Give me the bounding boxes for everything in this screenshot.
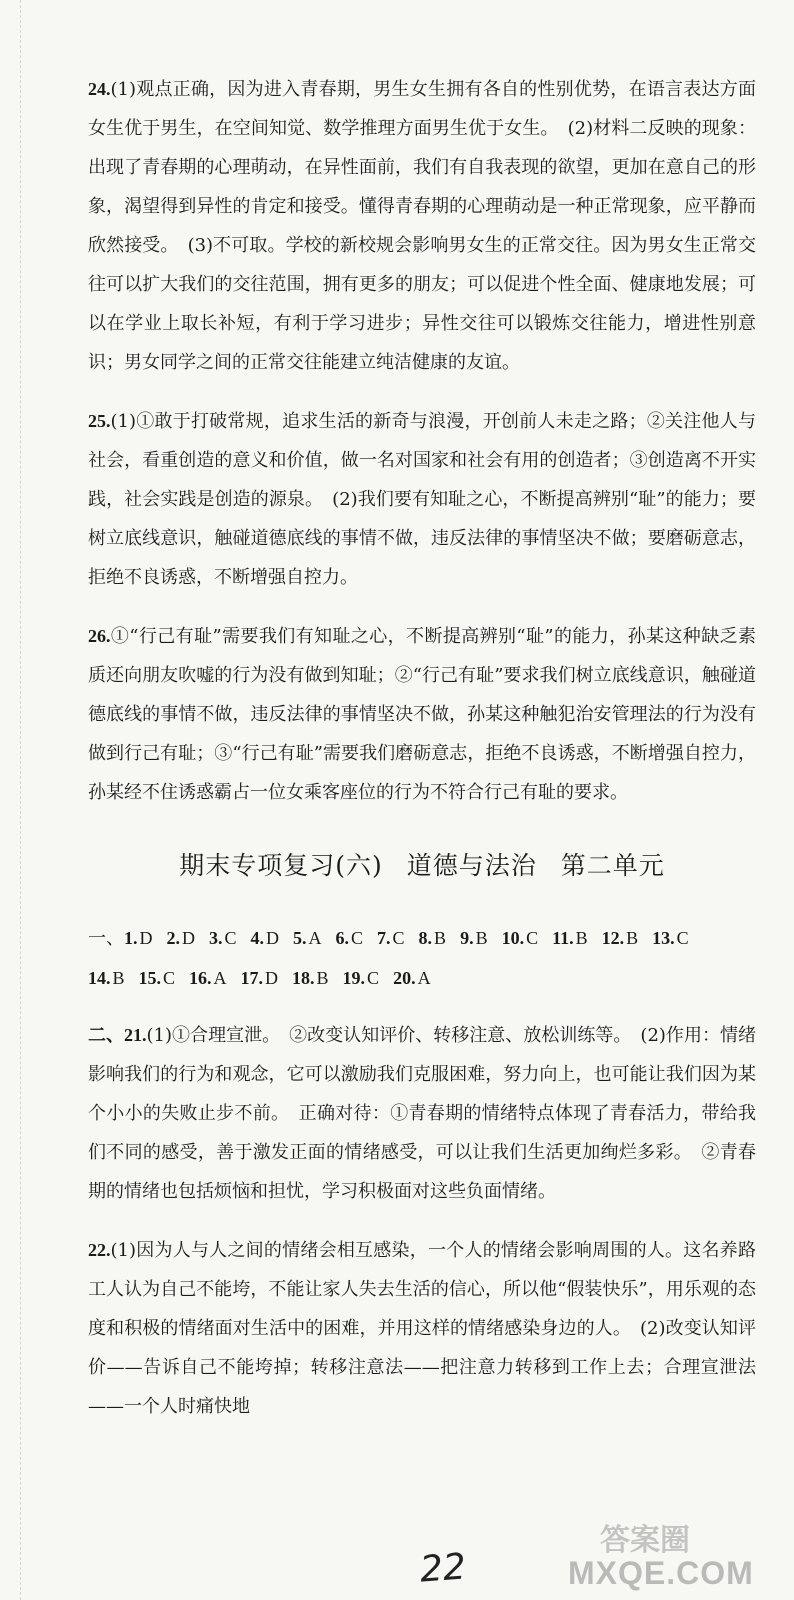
answer-item [241,958,279,998]
answer-item [88,958,125,998]
answer-number: 9. [460,928,474,948]
answers-line-2 [88,958,756,998]
answer-letter: D [182,928,195,948]
answer-letter: C [351,928,364,948]
answer-letter: C [367,968,380,988]
answer-number: 1. [124,928,138,948]
answer-number: 4. [250,928,265,948]
answer-letter: C [224,928,237,948]
answer-item [292,958,329,998]
answer-letter: A [417,968,431,988]
answer-paragraph-22 [88,1231,756,1426]
question-number: 26. [88,626,111,646]
answer-text: (1)①合理宣泄。 ②改变认知评价、转移注意、放松训练等。 (2)作用：情绪影响我们的行为和观念，它可以激励我们克服困难，努力向上，也可能让我们因为某个小小的失败止步不前。 正确对待：①青春期的情绪特点体现了青春活力，带给我们不同的感受，善于激发正面的情绪感受，可以让我们生活更加绚烂多彩。 ②青春期的情绪也包括烦恼和担忧，学习积极面对这些负面情绪。 [88,1025,756,1202]
answer-number: 12. [601,928,625,948]
answer-item [139,958,176,998]
answer-item [602,918,639,958]
answer-item [419,918,447,958]
answer-item [293,918,322,958]
watermark-logo [560,1515,792,1597]
question-number: 25. [88,411,111,431]
answer-letter: D [266,928,280,948]
answer-text: (1)观点正确，因为进入青春期，男生女生拥有各自的性别优势，在语言表达方面女生优于男生，在空间知觉、数学推理方面男生优于女生。 (2)材料二反映的现象：出现了青春期的心理萌动，在异性面前，我们有自我表现的欲望，更加在意自己的形象，渴望得到异性的肯定和接受。懂得青春期的心理萌动是一种正常现象，应平静而欣然接受。 (3)不可取。学校的新校规会影响男女生的正常交往。因为男女生正常交往可以扩大我们的交往范围，拥有更多的朋友；可以促进个性全面、健康地发展；可以在学业上取长补短，有利于学习进步；异性交往可以锻炼交往能力，增进性别意识；男女同学之间的正常交往能建立纯洁健康的友谊。 [88,79,756,373]
answer-letter: B [575,928,588,948]
answer-number: 6. [335,928,350,948]
answer-letter: D [139,928,153,948]
answer-text: ①“行己有耻”需要我们有知耻之心，不断提高辨别“耻”的能力，孙某这种缺乏素质还向朋友吹嘘的行为没有做到知耻；②“行己有耻”要求我们树立底线意识，触碰道德底线的事情不做，违反法律的事情坚决不做，孙某这种触犯治安管理法的行为没有做到行己有耻；③“行己有耻”需要我们磨砺意志，拒绝不良诱惑，不断增强自控力，孙某经不住诱惑霸占一位女乘客座位的行为不符合行己有耻的要求。 [88,626,756,803]
answer-paragraph-25 [88,402,756,597]
answer-item [209,918,237,958]
answer-paragraph-21 [88,1016,756,1211]
answer-item [124,918,153,958]
answer-number: 2. [166,928,180,948]
page-content [88,70,756,1446]
answer-number: 15. [138,968,162,988]
question-number: 22. [88,1240,111,1260]
margin-line [20,0,22,1600]
section-title [88,846,756,882]
answer-number: 3. [209,928,223,948]
answer-paragraph-24 [88,70,756,382]
answer-number: 7. [377,928,391,948]
answer-number: 20. [393,968,416,988]
multiple-choice-answers [88,918,756,998]
answer-number: 13. [652,928,675,948]
answer-item [552,918,588,958]
answer-number: 5. [293,928,307,948]
answer-number: 19. [342,968,366,988]
answer-text: (1)①敢于打破常规，追求生活的新奇与浪漫，开创前人未走之路；②关注他人与社会，看重创造的意义和价值，做一名对国家和社会有用的创造者；③创造离不开实践，社会实践是创造的源泉。 (2)我们要有知耻之心，不断提高辨别“耻”的能力；要树立底线意识，触碰道德底线的事情不做，违反法律的事情坚决不做；要磨砺意志，拒绝不良诱惑，不断增强自控力。 [88,411,756,588]
answer-letter: B [112,968,125,988]
answer-text: (1)因为人与人之间的情绪会相互感染，一个人的情绪会影响周围的人。这名养路工人认为自己不能垮，不能让家人失去生活的信心，所以他“假装快乐”，用乐观的态度和积极的情绪面对生活中的困难，并用这样的情绪感染身边的人。 (2)改变认知评价——告诉自己不能垮掉；转移注意法——把注意力转移到工作上去；合理宣泄法——一个人时痛快地 [88,1240,756,1417]
section-title-part3: 第二单元 [560,851,665,880]
answer-number: 14. [88,968,111,988]
answer-number: 11. [552,928,574,948]
answer-letter: B [434,928,447,948]
answer-item [336,918,364,958]
question-number: 二、21. [88,1025,147,1045]
handwritten-page-number: 22 [418,1546,468,1591]
answer-number: 17. [240,968,264,988]
answer-item [343,958,380,998]
answer-number: 8. [418,928,433,948]
answers-line-1 [88,918,756,958]
watermark-en-text: MXQE.COM [568,1555,754,1591]
answer-item [460,918,488,958]
answer-letter: C [392,928,405,948]
answer-letter: C [676,928,689,948]
answer-item [377,918,405,958]
answer-letter: C [163,968,176,988]
answer-letter: A [213,968,227,988]
watermark-cn-text: 答案圈 [600,1523,690,1558]
answer-letter: C [526,928,539,948]
answer-letter: D [265,968,279,988]
answer-item [167,918,196,958]
answers-prefix: 一、 [88,928,124,948]
answer-letter: B [316,968,329,988]
answer-number: 18. [292,968,315,988]
section-title-part2: 道德与法治 [406,851,537,880]
question-number: 24. [88,79,111,99]
answer-number: 10. [501,928,525,948]
answer-letter: B [626,928,639,948]
answer-item [502,918,539,958]
section-title-part1: 期末专项复习(六) [179,851,383,880]
answer-number: 16. [189,968,212,988]
answer-item [251,918,280,958]
answer-item [393,958,431,998]
answer-paragraph-26 [88,617,756,812]
answer-letter: B [475,928,488,948]
answer-item [189,958,227,998]
answer-item [652,918,689,958]
answer-letter: A [308,928,322,948]
